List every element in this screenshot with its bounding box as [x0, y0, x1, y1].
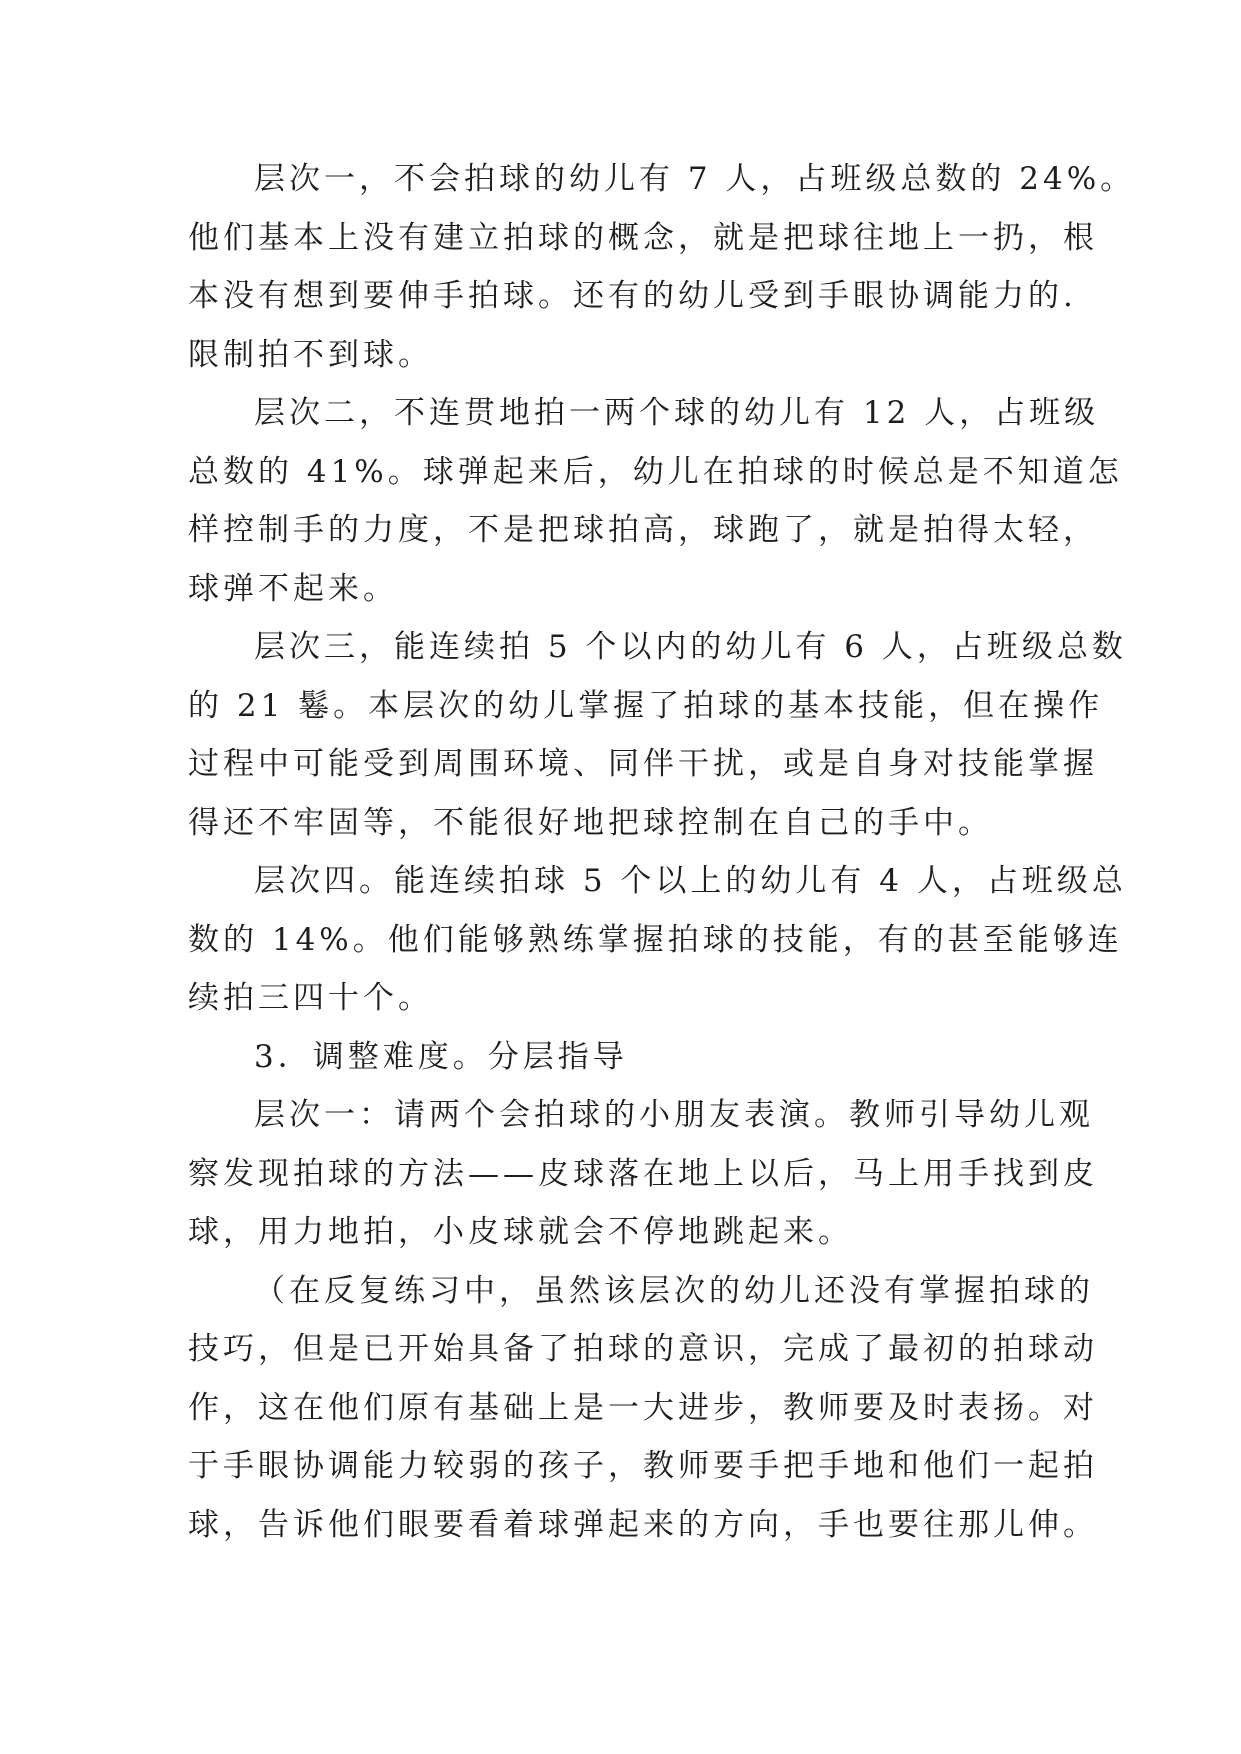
- paragraph-level-four-line-1: 层次四。能连续拍球 5 个以上的幼儿有 4 人，占班级总: [254, 863, 1127, 899]
- paragraph-guidance-line-1: 层次一：请两个会拍球的小朋友表演。教师引导幼儿观: [254, 1097, 1094, 1133]
- paragraph-guidance-line-3: 球，用力地拍，小皮球就会不停地跳起来。: [188, 1214, 853, 1250]
- paragraph-guidance-line-2: 察发现拍球的方法——皮球落在地上以后，马上用手找到皮: [188, 1155, 1098, 1192]
- paragraph-practice-line-3: 作，这在他们原有基础上是一大进步，教师要及时表扬。对: [188, 1389, 1098, 1426]
- document-body: [188, 150, 1136, 1554]
- paragraph-practice-line-5: 球，告诉他们眼要看着球弹起来的方向，手也要往那儿伸。: [188, 1506, 1098, 1543]
- paragraph-level-two-line-4: 球弹不起来。: [188, 570, 398, 607]
- paragraph-level-two-line-1: 层次二，不连贯地拍一两个球的幼儿有 12 人，占班级: [254, 395, 1100, 431]
- paragraph-level-two-line-3: 样控制手的力度，不是把球拍高，球跑了，就是拍得太轻，: [188, 512, 1098, 548]
- paragraph-level-one-line-4: 限制拍不到球。: [188, 336, 433, 373]
- paragraph-level-four-line-2: 数的 14%。他们能够熟练掌握拍球的技能，有的甚至能够连: [188, 921, 1123, 958]
- paragraph-level-two-line-2: 总数的 41%。球弹起来后，幼儿在拍球的时候总是不知道怎: [188, 453, 1123, 490]
- paragraph-practice-line-2: 技巧，但是已开始具备了拍球的意识，完成了最初的拍球动: [188, 1331, 1098, 1367]
- section-heading-adjust-difficulty: 3．调整难度。分层指导: [254, 1038, 628, 1075]
- paragraph-level-one-line-3: 本没有想到要伸手拍球。还有的幼儿受到手眼协调能力的.: [188, 278, 1077, 314]
- paragraph-practice-line-4: 于手眼协调能力较弱的孩子，教师要手把手地和他们一起拍: [188, 1448, 1098, 1484]
- paragraph-practice-line-1: （在反复练习中，虽然该层次的幼儿还没有掌握拍球的: [254, 1272, 1094, 1309]
- paragraph-level-three-line-3: 过程中可能受到周围环境、同伴干扰，或是自身对技能掌握: [188, 746, 1098, 782]
- paragraph-level-three-line-1: 层次三，能连续拍 5 个以内的幼儿有 6 人，占班级总数: [254, 629, 1127, 665]
- paragraph-level-one-line-2: 他们基本上没有建立拍球的概念，就是把球往地上一扔，根: [188, 219, 1098, 256]
- paragraph-level-one-line-1: 层次一，不会拍球的幼儿有 7 人，占班级总数的 24%。: [254, 161, 1136, 197]
- paragraph-level-three-line-4: 得还不牢固等，不能很好地把球控制在自己的手中。: [188, 804, 993, 841]
- paragraph-level-three-line-2: 的 21 鬈。本层次的幼儿掌握了拍球的基本技能，但在操作: [188, 687, 1104, 724]
- paragraph-level-four-line-3: 续拍三四十个。: [188, 980, 433, 1016]
